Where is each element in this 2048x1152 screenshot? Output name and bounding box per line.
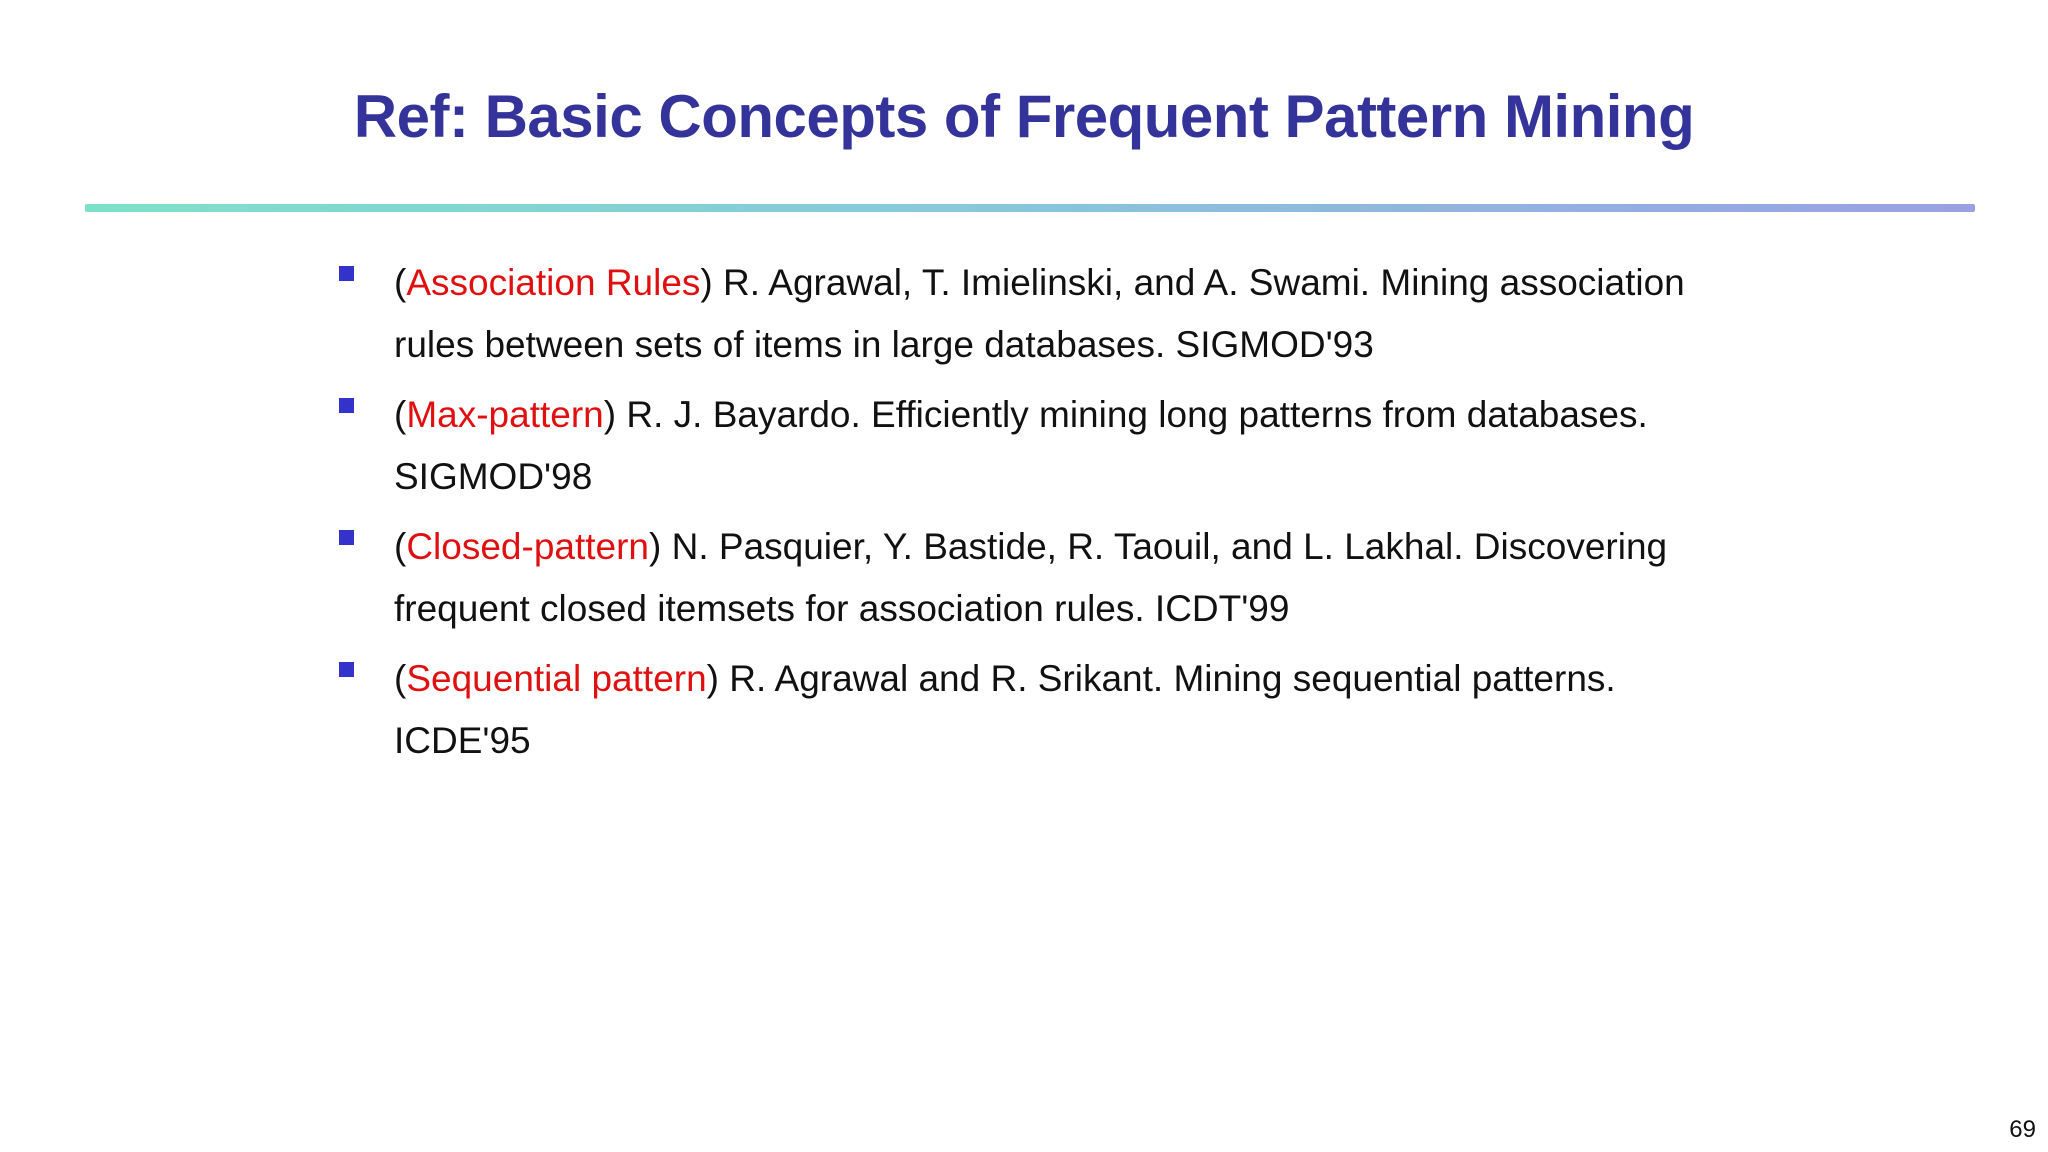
square-bullet-icon <box>339 398 354 413</box>
square-bullet-icon <box>339 662 354 677</box>
reference-item <box>338 252 1738 376</box>
slide-title: Ref: Basic Concepts of Frequent Pattern Mining <box>353 83 1695 150</box>
reference-topic: Association Rules <box>406 262 701 303</box>
reference-citation: ) R. Agrawal, T. Imielinski, and A. Swami. Mining association rules between sets of items in large databases. SIGMOD'93 <box>394 262 1685 365</box>
title-divider <box>85 204 1975 212</box>
reference-topic: Closed-pattern <box>406 526 650 567</box>
square-bullet-icon <box>339 266 354 281</box>
open-paren: ( <box>394 262 407 303</box>
open-paren: ( <box>394 394 407 435</box>
open-paren: ( <box>394 658 407 699</box>
reference-citation: ) R. J. Bayardo. Efficiently mining long patterns from databases. SIGMOD'98 <box>394 394 1648 497</box>
reference-topic: Sequential pattern <box>406 658 707 699</box>
reference-item <box>338 384 1738 508</box>
reference-list <box>338 252 1738 780</box>
square-bullet-icon <box>339 530 354 545</box>
reference-topic: Max-pattern <box>406 394 604 435</box>
reference-item <box>338 648 1738 772</box>
open-paren: ( <box>394 526 407 567</box>
reference-item <box>338 516 1738 640</box>
reference-citation: ) R. Agrawal and R. Srikant. Mining sequential patterns. ICDE'95 <box>394 658 1616 761</box>
reference-citation: ) N. Pasquier, Y. Bastide, R. Taouil, and L. Lakhal. Discovering frequent closed itemsets for association rules. ICDT'99 <box>394 526 1668 629</box>
page-number: 69 <box>2009 1116 2036 1143</box>
